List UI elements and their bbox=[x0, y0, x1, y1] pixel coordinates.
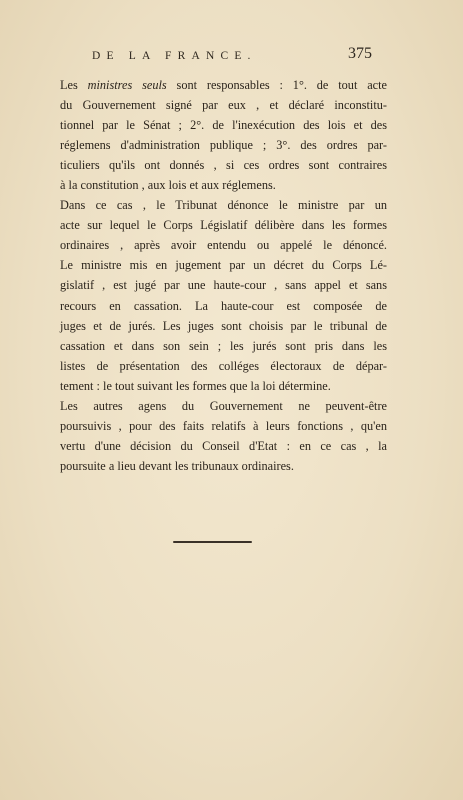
text-line: ticuliers qu'ils ont donnés , si ces ordres sont contraires bbox=[60, 158, 387, 173]
text-line: Le ministre mis en jugement par un décret du Corps Lé- bbox=[60, 258, 387, 273]
text-line: poursuite a lieu devant les tribunaux ordinaires. bbox=[60, 458, 294, 473]
body-text bbox=[60, 75, 387, 476]
section-divider bbox=[173, 541, 252, 543]
paragraph-agents bbox=[60, 396, 387, 476]
text-line: du Gouvernement signé par eux , et déclaré inconstitu- bbox=[60, 98, 387, 113]
paragraph-tribunat bbox=[60, 195, 387, 395]
running-title: DE LA FRANCE. bbox=[92, 50, 257, 62]
text-line: listes de présentation des colléges électoraux de dépar- bbox=[60, 358, 387, 373]
text-line: réglemens d'administration publique ; 3°. des ordres par- bbox=[60, 138, 387, 153]
text-line: acte sur lequel le Corps Législatif délibère dans les formes bbox=[60, 218, 387, 233]
text-line: poursuivis , pour des faits relatifs à leurs fonctions , qu'en bbox=[60, 418, 387, 433]
text-line: vertu d'une décision du Conseil d'Etat : en ce cas , la bbox=[60, 438, 387, 453]
text-line: Les autres agens du Gouvernement ne peuvent-être bbox=[60, 398, 387, 413]
text-line: Dans ce cas , le Tribunat dénonce le ministre par un bbox=[60, 198, 387, 213]
page-number: 375 bbox=[348, 45, 372, 62]
paragraph-ministers bbox=[60, 75, 387, 195]
emphasis: ministres seuls bbox=[87, 78, 167, 92]
text-line: tionnel par le Sénat ; 2°. de l'inexécution des lois et des bbox=[60, 118, 387, 133]
text-line: cassation et dans son sein ; les jurés sont pris dans les bbox=[60, 338, 387, 353]
text-line: gislatif , est jugé par une haute-cour , sans appel et sans bbox=[60, 278, 387, 293]
text-line: tement : le tout suivant les formes que la loi détermine. bbox=[60, 378, 331, 393]
text-line: recours en cassation. La haute-cour est composée de bbox=[60, 298, 387, 313]
text-line: ordinaires , après avoir entendu ou appelé le dénoncé. bbox=[60, 238, 387, 253]
text-line: à la constitution , aux lois et aux réglemens. bbox=[60, 178, 276, 193]
text-line: Les ministres seuls sont responsables : 1°. de tout acte bbox=[60, 78, 387, 92]
text-line: juges et de jurés. Les juges sont choisis par le tribunal de bbox=[60, 318, 387, 333]
